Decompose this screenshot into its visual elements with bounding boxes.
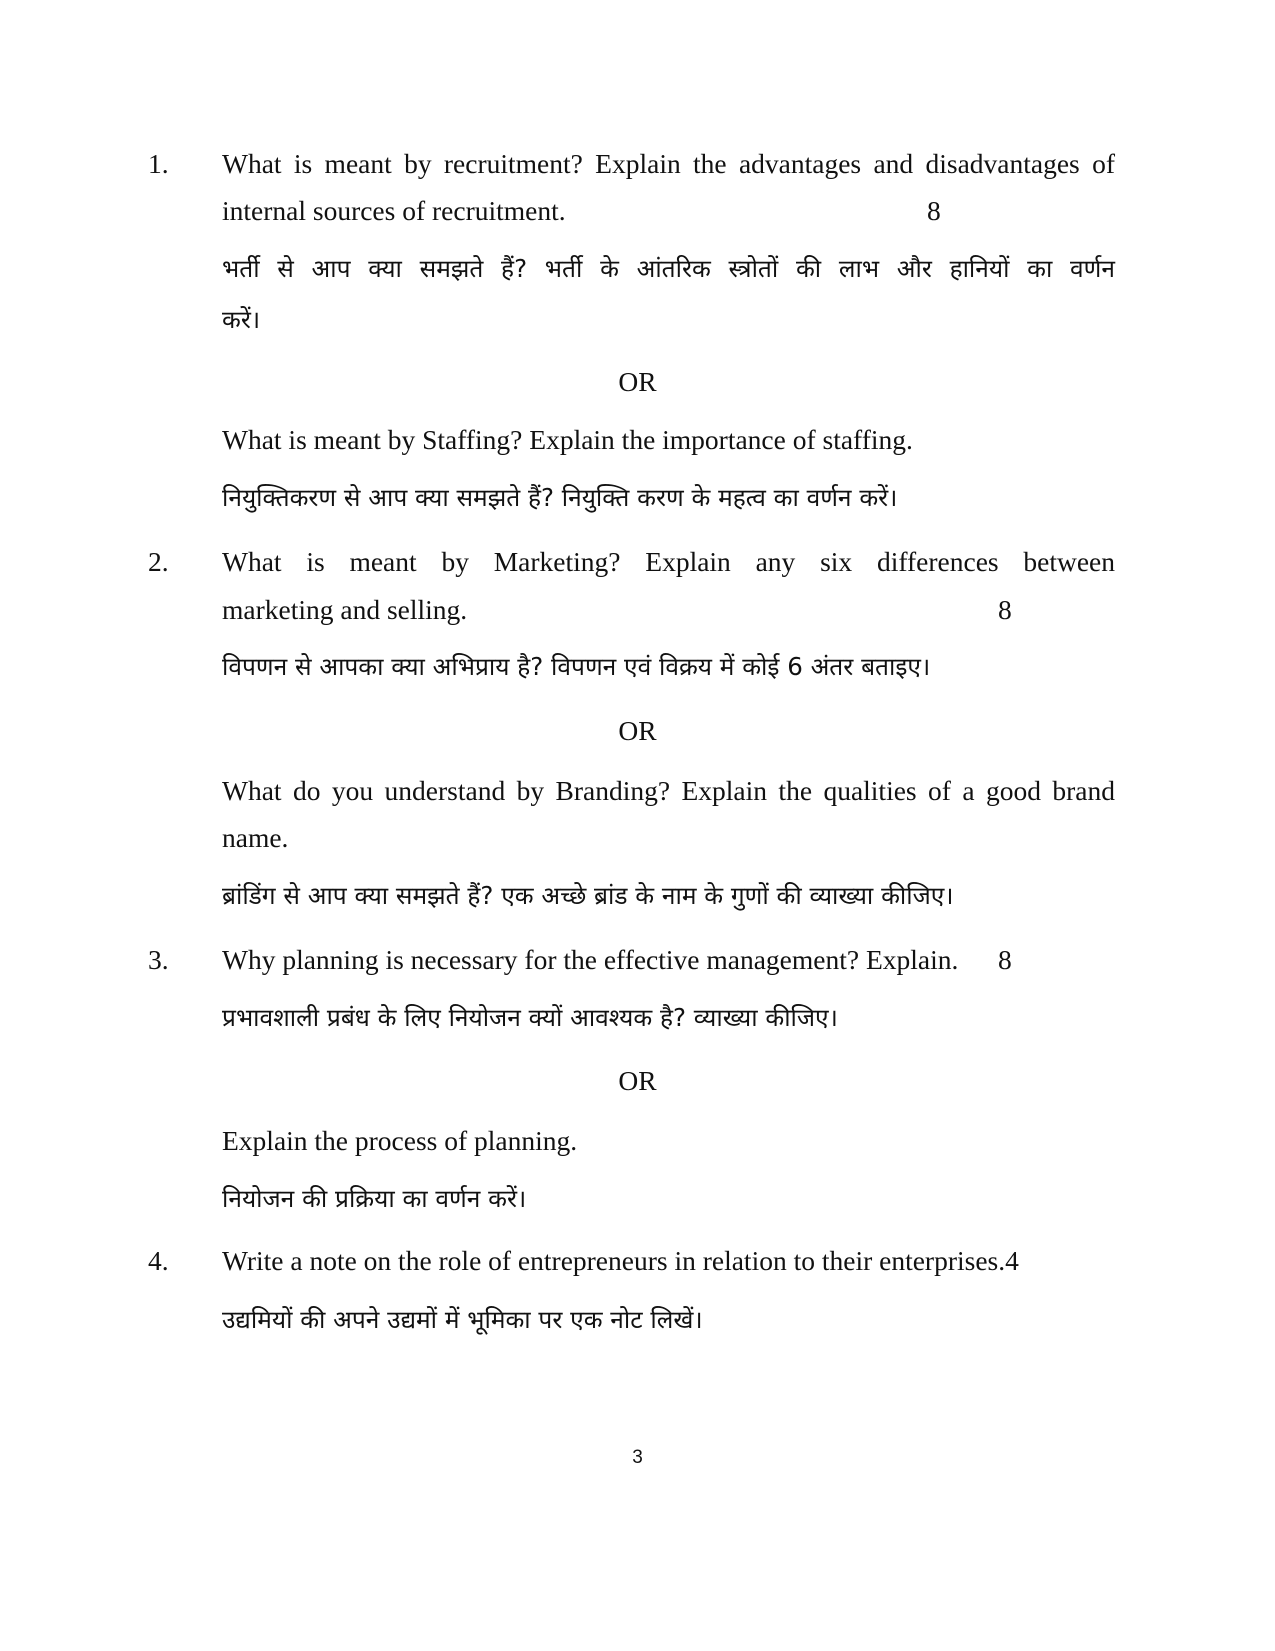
question-number: 4. [148, 1245, 169, 1276]
question-text: internal sources of recruitment. [222, 195, 566, 226]
alternate-question-text-hindi: नियोजन की प्रक्रिया का वर्णन करें। [222, 1184, 527, 1213]
or-separator: OR [618, 1065, 657, 1096]
question-number: 1. [148, 148, 169, 179]
alternate-question-text: Explain the process of planning. [222, 1125, 578, 1156]
alternate-question-text: What do you understand by Branding? Explain the qualities of a good brand [222, 775, 1115, 806]
alternate-question-text-hindi: ब्रांडिंग से आप क्या समझते हैं? एक अच्छे ब्रांड के नाम के गुणों की व्याख्या कीजिए। [222, 881, 954, 910]
question-text-hindi: भर्ती से आप क्या समझते हैं? भर्ती के आंतरिक स्त्रोतों की लाभ और हानियों का वर्णन [222, 254, 1115, 283]
question-text-hindi: प्रभावशाली प्रबंध के लिए नियोजन क्यों आवश्यक है? व्याख्या कीजिए। [222, 1003, 838, 1032]
alternate-question-text-hindi: नियुक्तिकरण से आप क्या समझते हैं? नियुक्ति करण के महत्व का वर्णन करें। [222, 483, 898, 512]
question-text: What is meant by recruitment? Explain the advantages and disadvantages of [222, 148, 1115, 179]
question-number: 3. [148, 944, 169, 975]
question-text-hindi: उद्यमियों की अपने उद्यमों में भूमिका पर एक नोट लिखें। [222, 1305, 703, 1334]
question-text-hindi: करें। [222, 305, 261, 334]
or-separator: OR [618, 715, 657, 746]
or-separator: OR [618, 366, 657, 397]
alternate-question-text: name. [222, 822, 289, 853]
marks-label: 8 [998, 594, 1012, 625]
question-text-hindi: विपणन से आपका क्या अभिप्राय है? विपणन एवं विक्रय में कोई 6 अंतर बताइए। [222, 652, 931, 681]
marks-label: 8 [927, 195, 941, 226]
alternate-question-text: What is meant by Staffing? Explain the importance of staffing. [222, 424, 913, 455]
question-number: 2. [148, 546, 169, 577]
question-text: Why planning is necessary for the effective management? Explain. [222, 944, 959, 975]
question-text: What is meant by Marketing? Explain any six differences between [222, 546, 1115, 577]
marks-label: 8 [998, 944, 1012, 975]
page-number: 3 [632, 1447, 643, 1468]
question-text: Write a note on the role of entrepreneurs in relation to their enterprises.4 [222, 1245, 1019, 1276]
question-text: marketing and selling. [222, 594, 468, 625]
